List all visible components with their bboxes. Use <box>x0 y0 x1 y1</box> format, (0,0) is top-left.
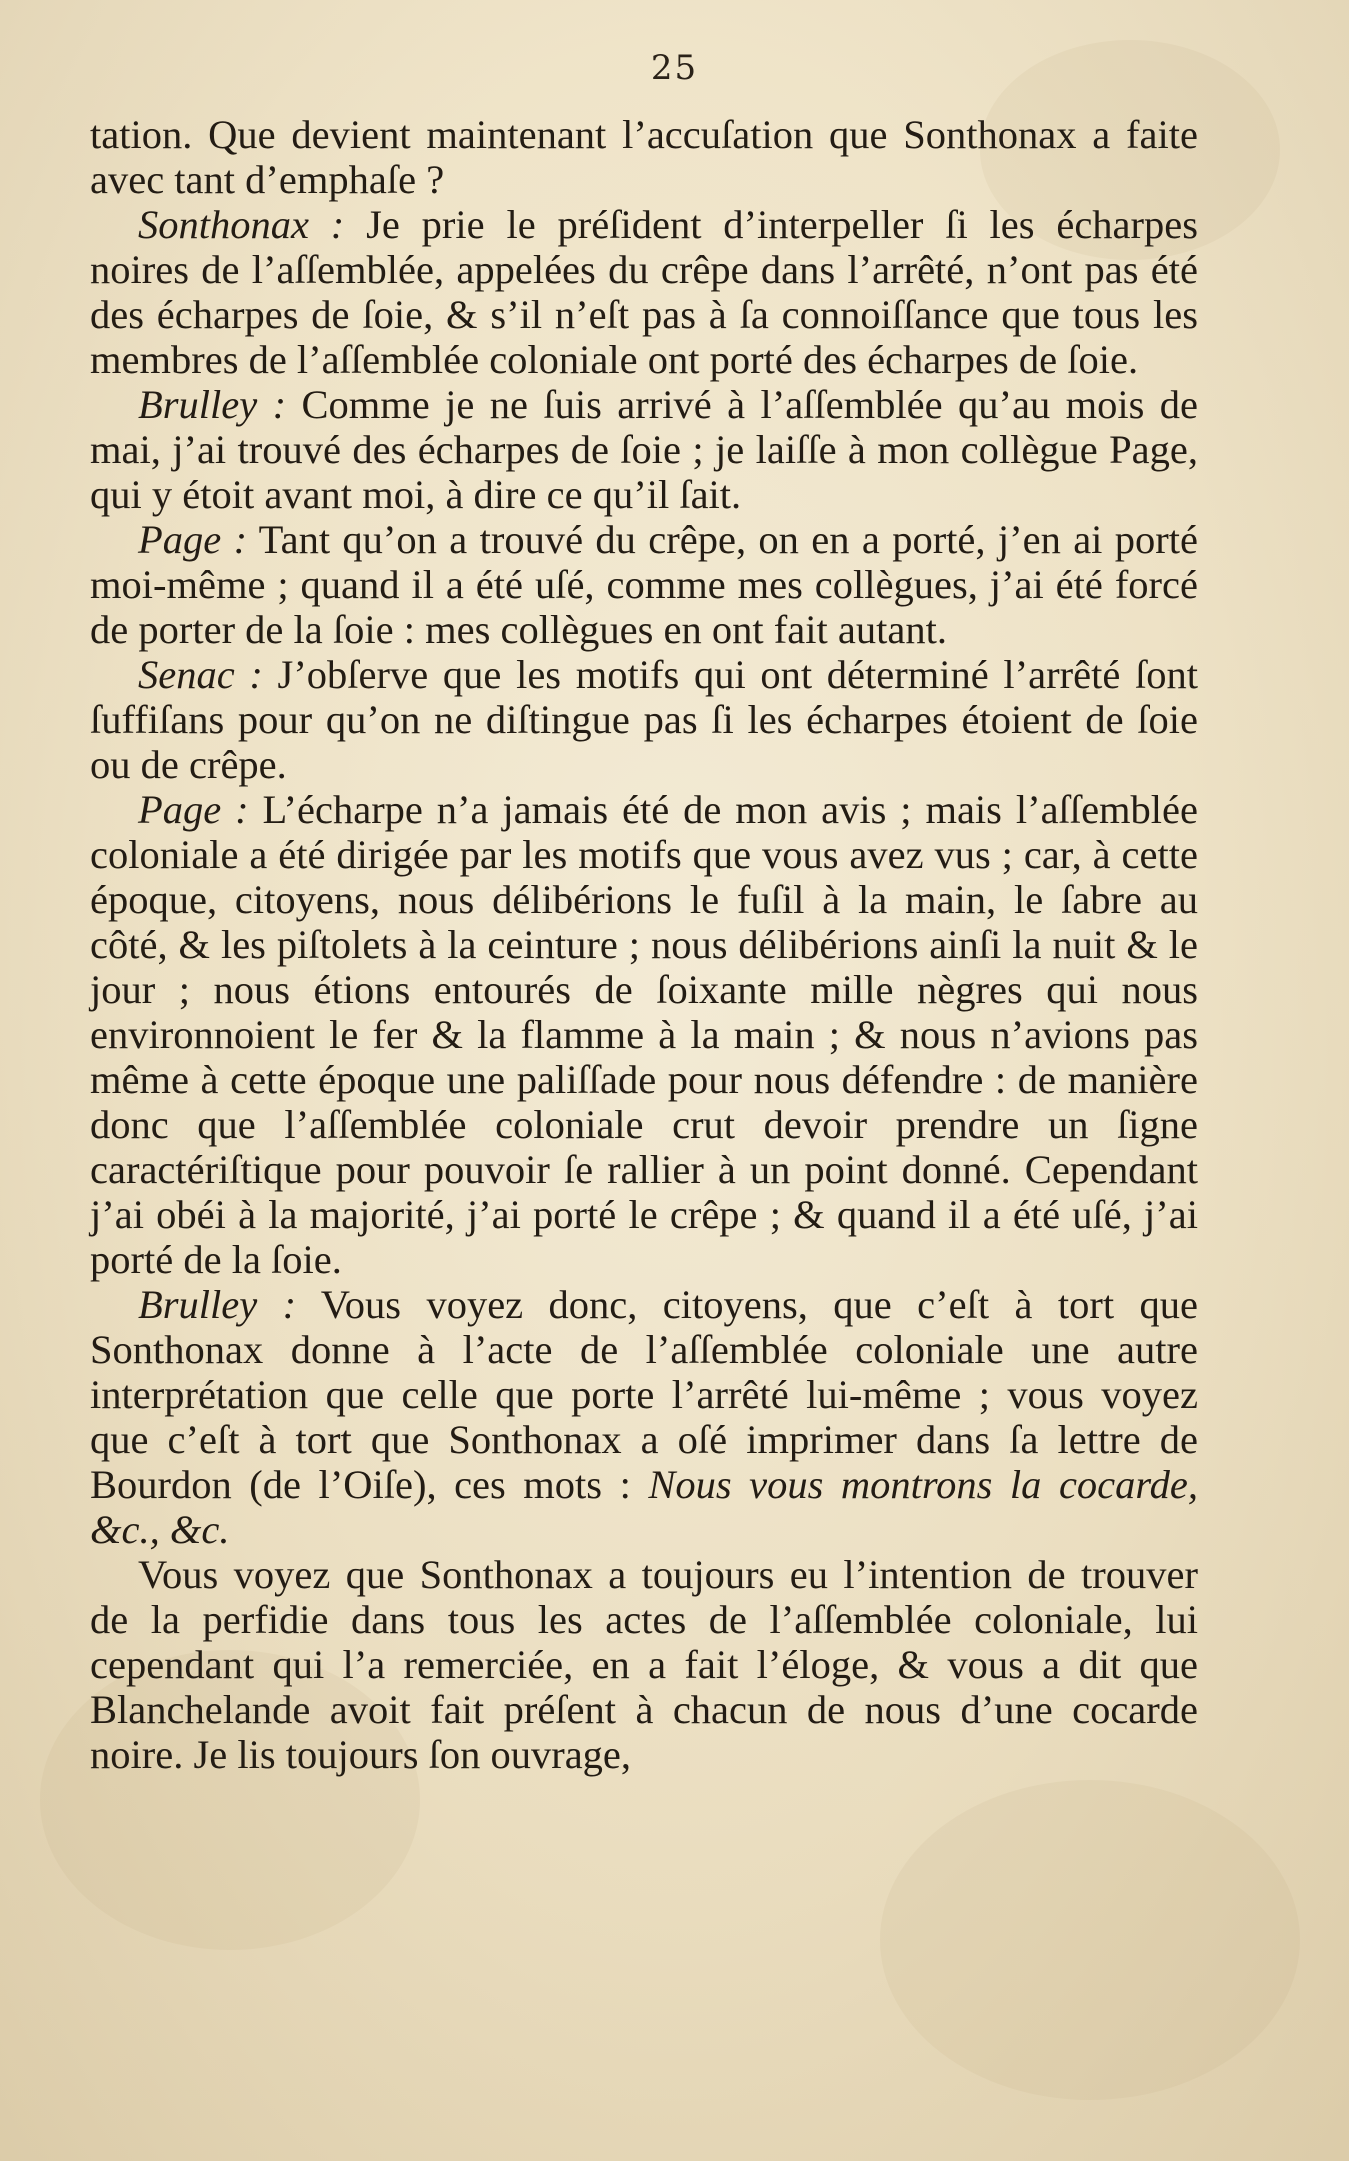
paragraph-text: Je prie le préſident d’interpeller ſi les écharpes noires de l’aſſemblée, appelées du crêpe dans l’arrêté, n’ont pas été des écharpes de ſoie, & s’il n’eſt pas à ſa connoiſſance que tous les membres de l’aſſemblée coloniale ont porté des écharpes de ſoie. <box>90 202 1199 382</box>
paragraph-text: Tant qu’on a trouvé du crêpe, on en a porté, j’en ai porté moi-même ; quand il a été uſé, comme mes collègues, j’ai été forcé de porter de la ſoie : mes collègues en ont fait autant. <box>90 517 1198 652</box>
speaker-name: Sonthonax : <box>138 202 345 247</box>
speaker-name: Page : <box>138 517 248 562</box>
paragraph-brulley <box>90 1282 1198 1552</box>
paragraph-text: Comme je ne ſuis arrivé à l’aſſemblée qu’au mois de mai, j’ai trouvé des écharpes de ſoie ; je laiſſe à mon collègue Page, qui y étoit avant moi, à dire ce qu’il ſait. <box>90 382 1198 517</box>
paragraph-text: L’écharpe n’a jamais été de mon avis ; mais l’aſſemblée coloniale a été dirigée par les motifs que vous avez vus ; car, à cette époque, citoyens, nous délibérions le fuſil à la main, le ſabre au côté, & les piſtolets à la ceinture ; nous délibérions ainſi la nuit & le jour ; nous étions entourés de ſoixante mille nègres qui nous environnoient le fer & la flamme à la main ; & nous n’avions pas même à cette époque une paliſſade pour nous défendre : de manière donc que l’aſſemblée coloniale crut devoir prendre un ſigne caractériſtique pour pouvoir ſe rallier à un point donné. Cependant j’ai obéi à la majorité, j’ai porté le crêpe ; & quand il a été uſé, j’ai porté de la ſoie. <box>90 787 1198 1282</box>
paragraph-page <box>90 517 1198 652</box>
paragraph-continuation <box>90 112 1198 202</box>
paragraph-sonthonax <box>90 202 1198 382</box>
paper-stain <box>880 1780 1300 2100</box>
speaker-name: Brulley : <box>138 1282 297 1327</box>
paragraph-brulley <box>90 382 1198 517</box>
paragraph-senac <box>90 652 1198 787</box>
paragraph-text: J’obſerve que les motifs qui ont déterminé l’arrêté ſont ſuffiſans pour qu’on ne diſtingue pas ſi les écharpes étoient de ſoie ou de crêpe. <box>90 652 1198 787</box>
speaker-name: Senac : <box>138 652 263 697</box>
page-text <box>90 112 1198 1777</box>
paragraph-text: tation. Que devient maintenant l’accuſation que Sonthonax a faite avec tant d’emphaſe ? <box>90 112 1198 202</box>
speaker-name: Page : <box>138 787 249 832</box>
paragraph-text: Vous voyez que Sonthonax a toujours eu l’intention de trouver de la perfidie dans tous les actes de l’aſſemblée coloniale, lui cependant qui l’a remerciée, en a fait l’éloge, & vous a dit que Blanchelande avoit fait préſent à chacun de nous d’une cocarde noire. Je lis toujours ſon ouvrage, <box>90 1552 1198 1777</box>
paragraph-narration <box>90 1552 1198 1777</box>
page-number: 25 <box>650 48 699 88</box>
paragraph-text: Vous voyez donc, citoyens, que c’eſt à tort que Sonthonax donne à l’acte de l’aſſemblée coloniale une autre interprétation que celle que porte l’arrêté lui-même ; vous voyez que c’eſt à tort que Sonthonax a oſé imprimer dans ſa lettre de Bourdon (de l’Oiſe), ces mots : <box>90 1282 1198 1507</box>
paragraph-page <box>90 787 1198 1282</box>
speaker-name: Brulley : <box>138 382 287 427</box>
emphasized-quote: Nous vous montrons la cocarde, &c., &c. <box>90 1462 1198 1552</box>
